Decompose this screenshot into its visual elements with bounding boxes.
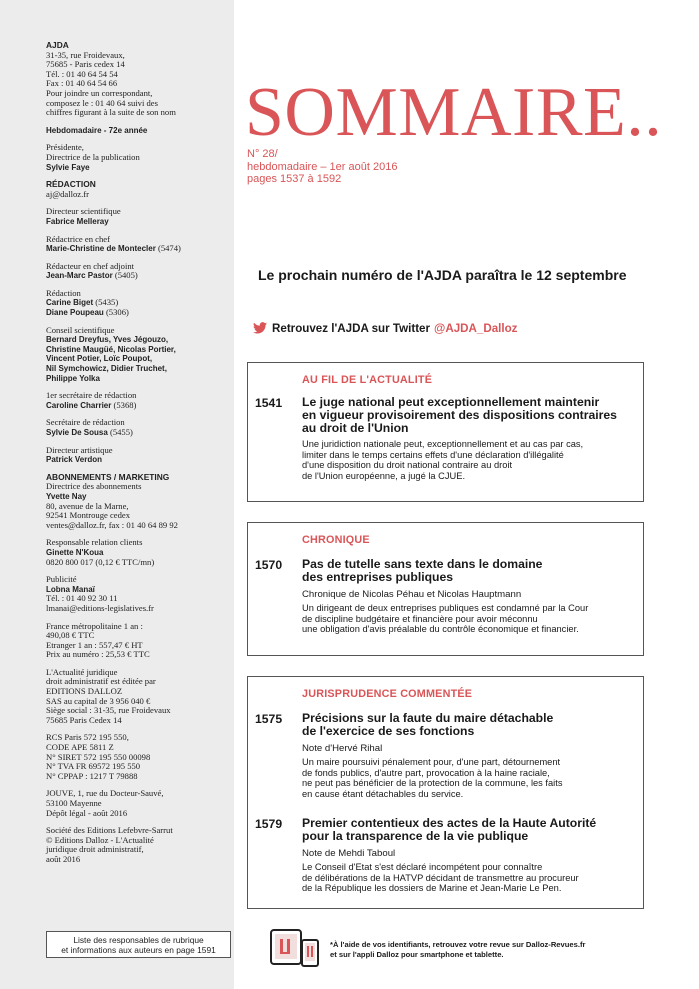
legal-line: Siège social : 31-35, rue Froidevaux xyxy=(46,705,171,716)
copyright-line: © Editions Dalloz - L'Actualité xyxy=(46,834,154,845)
entry-title xyxy=(302,396,617,436)
subscriptions-block xyxy=(46,473,230,531)
entry-author: Chronique de Nicolas Péhau et Nicolas Hauptmann xyxy=(302,589,522,600)
legal-line: 75685 Paris Cedex 14 xyxy=(46,714,122,725)
copyright-line: Société des Editions Lefebvre-Sarrut xyxy=(46,825,173,836)
legal-line: SAS au capital de 3 956 040 € xyxy=(46,695,151,706)
role-label: Rédactrice en chef xyxy=(46,233,110,244)
person-name: Diane Poupeau xyxy=(46,308,104,318)
address-line: 80, avenue de la Marne, xyxy=(46,500,129,511)
entry-title-line: au droit de l'Union xyxy=(302,421,409,436)
publisher-block xyxy=(46,41,230,118)
entry-title-line: Le juge national peut exceptionnellement maintenir xyxy=(302,395,600,409)
phone-ext: (5368) xyxy=(111,399,137,410)
publisher-line: chiffres figurant à la suite de son nom xyxy=(46,107,176,118)
section-chronicle xyxy=(247,522,644,656)
person-name: Sylvie De Sousa xyxy=(46,428,108,437)
frequency-block xyxy=(46,126,230,136)
online-access-note xyxy=(330,940,585,960)
devices-icon xyxy=(270,928,320,968)
role-label: Directeur artistique xyxy=(46,444,113,455)
legal-line: EDITIONS DALLOZ xyxy=(46,686,123,697)
president-role: Présidente, xyxy=(46,142,84,153)
role-label: Secrétaire de rédaction xyxy=(46,417,125,428)
entry-title-line: Pas de tutelle sans texte dans le domaine xyxy=(302,557,543,571)
role-label: Rédacteur en chef adjoint xyxy=(46,260,135,271)
printer-line: 53100 Mayenne xyxy=(46,798,102,808)
registration-line: N° SIRET 572 195 550 00098 xyxy=(46,751,151,762)
entry-description xyxy=(302,757,562,799)
person-names: Philippe Yolka xyxy=(46,373,100,383)
art-director-block xyxy=(46,446,230,465)
contact-line: Tél. : 01 40 92 30 11 xyxy=(46,593,118,604)
chief-editor-block xyxy=(46,235,230,254)
next-issue-notice: Le prochain numéro de l'AJDA paraîtra le 12 septembre xyxy=(258,267,627,283)
entry-desc-line: de fonds publics, d'autre part, provocation à la haine raciale, xyxy=(302,767,550,778)
page-number: 1579 xyxy=(255,817,283,831)
president-block xyxy=(46,143,230,172)
role-label: Directrice des abonnements xyxy=(46,481,142,492)
person-names: Bernard Dreyfus, Yves Jégouzo, xyxy=(46,335,169,345)
phone-line: 0820 800 017 (0,12 € TTC/mn) xyxy=(46,556,155,567)
role-label: Conseil scientifique xyxy=(46,324,115,335)
publisher-line: 31-35, rue Froidevaux, xyxy=(46,49,125,60)
entry-title-line: en vigueur provisoirement des dispositions contraires xyxy=(302,408,617,423)
page-number: 1575 xyxy=(255,712,283,726)
entry-desc-line: en cause étant détachables du service. xyxy=(302,788,464,799)
authors-info-box xyxy=(46,931,231,958)
entry-author: Note d'Hervé Rihal xyxy=(302,743,383,754)
publisher-line: Tél. : 01 40 64 54 54 xyxy=(46,68,118,79)
page-title: SOMMAIRE.. xyxy=(245,74,663,151)
phone-ext: (5306) xyxy=(103,307,129,318)
entry-desc-line: Le Conseil d'Etat s'est déclaré incompétent pour connaître xyxy=(302,862,543,872)
role-label: Responsable relation clients xyxy=(46,537,143,548)
person-names: Nil Symchowicz, Didier Truchet, xyxy=(46,364,167,374)
person-name: Patrick Verdon xyxy=(46,455,103,465)
person-names: Christine Maugüé, Nicolas Portier, xyxy=(46,344,176,354)
role-label: 1er secrétaire de rédaction xyxy=(46,390,137,401)
entry-title-line: de l'exercice de ses fonctions xyxy=(302,724,475,739)
entry-author: Note de Mehdi Taboul xyxy=(302,848,396,859)
entry-desc-line: limiter dans le temps certains effets d'une déclaration d'illégalité xyxy=(302,449,564,460)
advertising-block xyxy=(46,575,230,613)
president-name: Sylvie Faye xyxy=(46,162,90,172)
registration-block xyxy=(46,733,230,781)
price-line: Etranger 1 an : 557,47 € HT xyxy=(46,639,143,650)
person-name: Caroline Charrier xyxy=(46,400,112,410)
printer-block xyxy=(46,789,230,818)
section-heading: JURISPRUDENCE COMMENTÉE xyxy=(302,688,473,700)
frequency: Hebdomadaire - 72e année xyxy=(46,125,148,135)
address-line: 92541 Montrouge cedex xyxy=(46,510,131,521)
entry-desc-line: de la République les dossiers de Marine et Jean-Marie Le Pen. xyxy=(302,883,562,894)
authors-info-line: Liste des responsables de rubrique xyxy=(73,935,204,945)
publisher-name: AJDA xyxy=(46,40,69,50)
entry-description xyxy=(302,603,588,635)
page-number: 1541 xyxy=(255,396,283,410)
legal-line: droit administratif est éditée par xyxy=(46,676,156,687)
person-names: Vincent Potier, Loïc Poupot, xyxy=(46,354,153,364)
entry-title-line: pour la transparence de la vie publique xyxy=(302,829,529,844)
entry-desc-line: d'une disposition du droit national contraire au droit xyxy=(302,460,513,471)
copyright-line: août 2016 xyxy=(46,853,81,864)
role-label: Rédaction xyxy=(46,287,81,298)
publisher-line: 75685 - Paris cedex 14 xyxy=(46,59,125,70)
subscriptions-title: ABONNEMENTS / MARKETING xyxy=(46,471,170,482)
secretary-block xyxy=(46,418,230,437)
legal-block xyxy=(46,668,230,726)
entry-description xyxy=(302,862,579,894)
redaction-block xyxy=(46,180,230,199)
contact-line: lmanai@editions-legislatives.fr xyxy=(46,602,154,613)
entry-title-line: Précisions sur la faute du maire détachable xyxy=(302,711,554,725)
phone-ext: (5405) xyxy=(112,270,138,281)
phone-ext: (5455) xyxy=(107,427,133,437)
redaction-title: RÉDACTION xyxy=(46,179,96,190)
footer-line: *À l'aide de vos identifiants, retrouvez votre revue sur Dalloz-Revues.fr xyxy=(330,940,586,949)
person-name: Yvette Nay xyxy=(46,491,87,501)
deputy-editor-block xyxy=(46,262,230,281)
entry-desc-line: Une juridiction nationale peut, exceptionnellement et au cas par cas, xyxy=(302,439,584,449)
publisher-line: Fax : 01 40 64 54 66 xyxy=(46,78,118,89)
entry-desc-line: une obligation d'avis préalable du contrôle économique et financier. xyxy=(302,624,579,635)
registration-line: N° TVA FR 69572 195 550 xyxy=(46,761,141,772)
price-line: 490,08 € TTC xyxy=(46,630,95,641)
entry-description xyxy=(302,439,583,481)
entry-title-line: Premier contentieux des actes de la Haute Autorité xyxy=(302,816,597,830)
entry-title xyxy=(302,817,596,843)
person-name: Fabrice Melleray xyxy=(46,216,109,226)
entry-title-line: des entreprises publiques xyxy=(302,570,454,585)
authors-info-line: et informations aux auteurs en page 1591 xyxy=(61,945,216,955)
entry-title xyxy=(302,558,542,584)
masthead-content xyxy=(46,41,230,873)
twitter-text: Retrouvez l'AJDA sur Twitter xyxy=(272,321,431,335)
person-name: Jean-Marc Pastor xyxy=(46,271,113,281)
entry-title xyxy=(302,712,553,738)
entry-desc-line: de délibérations de la HATVP décidant de transmettre au procureur xyxy=(302,872,579,883)
publisher-line: Pour joindre un correspondant, xyxy=(46,87,153,98)
twitter-promo[interactable] xyxy=(253,320,517,336)
issue-pages: pages 1537 à 1592 xyxy=(247,173,342,185)
director-scientific-block xyxy=(46,207,230,226)
twitter-handle-link[interactable]: @AJDA_Dalloz xyxy=(434,321,518,335)
prices-block xyxy=(46,622,230,660)
phone-ext: (5474) xyxy=(155,243,181,254)
section-heading: AU FIL DE L'ACTUALITÉ xyxy=(302,374,433,386)
footer-line: et sur l'appli Dalloz pour smartphone et tablette. xyxy=(330,950,504,959)
issue-date: hebdomadaire – 1er août 2016 xyxy=(247,160,398,173)
printer-line: Dépôt légal - août 2016 xyxy=(46,807,128,818)
person-name: Marie-Christine de Montecler xyxy=(46,244,156,254)
copyright-block xyxy=(46,826,230,864)
section-case-law xyxy=(247,676,644,909)
price-line: Prix au numéro : 25,53 € TTC xyxy=(46,649,150,660)
twitter-bird-icon xyxy=(253,322,267,334)
registration-line: CODE APE 5811 Z xyxy=(46,742,114,753)
masthead-sidebar xyxy=(0,0,234,989)
role-label: Publicité xyxy=(46,574,77,585)
phone-ext: (5435) xyxy=(93,297,119,308)
entry-desc-line: Un maire poursuivi pénalement pour, d'une part, détournement xyxy=(302,757,561,767)
entry-desc-line: Un dirigeant de deux entreprises publiques est condamné par la Cour xyxy=(302,603,589,613)
role-label: Directeur scientifique xyxy=(46,206,121,217)
issue-number: N° 28/ xyxy=(247,148,278,160)
customer-relations-block xyxy=(46,538,230,567)
section-news xyxy=(247,362,644,502)
copyright-line: juridique droit administratif, xyxy=(46,844,144,855)
page-number: 1570 xyxy=(255,558,283,572)
entry-desc-line: de discipline budgétaire et financière pour avoir méconnu xyxy=(302,613,538,624)
person-name: Lobna Manaï xyxy=(46,584,95,594)
editorial-block xyxy=(46,289,230,318)
issue-info xyxy=(247,148,397,186)
legal-line: L'Actualité juridique xyxy=(46,666,118,677)
entry-desc-line: de l'Union européenne, a jugé la CJUE. xyxy=(302,470,466,481)
person-name: Ginette N'Koua xyxy=(46,547,104,557)
contact-line: ventes@dalloz.fr, fax : 01 40 64 89 92 xyxy=(46,519,178,530)
registration-line: N° CPPAP : 1217 T 79888 xyxy=(46,770,138,781)
registration-line: RCS Paris 572 195 550, xyxy=(46,732,129,743)
president-role: Directrice de la publication xyxy=(46,151,140,162)
first-secretary-block xyxy=(46,391,230,410)
publisher-line: composez le : 01 40 64 suivi des xyxy=(46,97,158,108)
person-name: Carine Biget xyxy=(46,298,94,308)
section-heading: CHRONIQUE xyxy=(302,534,370,546)
redaction-email: aj@dalloz.fr xyxy=(46,188,89,199)
printer-line: JOUVE, 1, rue du Docteur-Sauvé, xyxy=(46,788,164,799)
price-line: France métropolitaine 1 an : xyxy=(46,620,143,631)
entry-desc-line: ne peut pas bénéficier de la protection de la commune, les faits xyxy=(302,778,563,789)
scientific-council-block xyxy=(46,326,230,384)
